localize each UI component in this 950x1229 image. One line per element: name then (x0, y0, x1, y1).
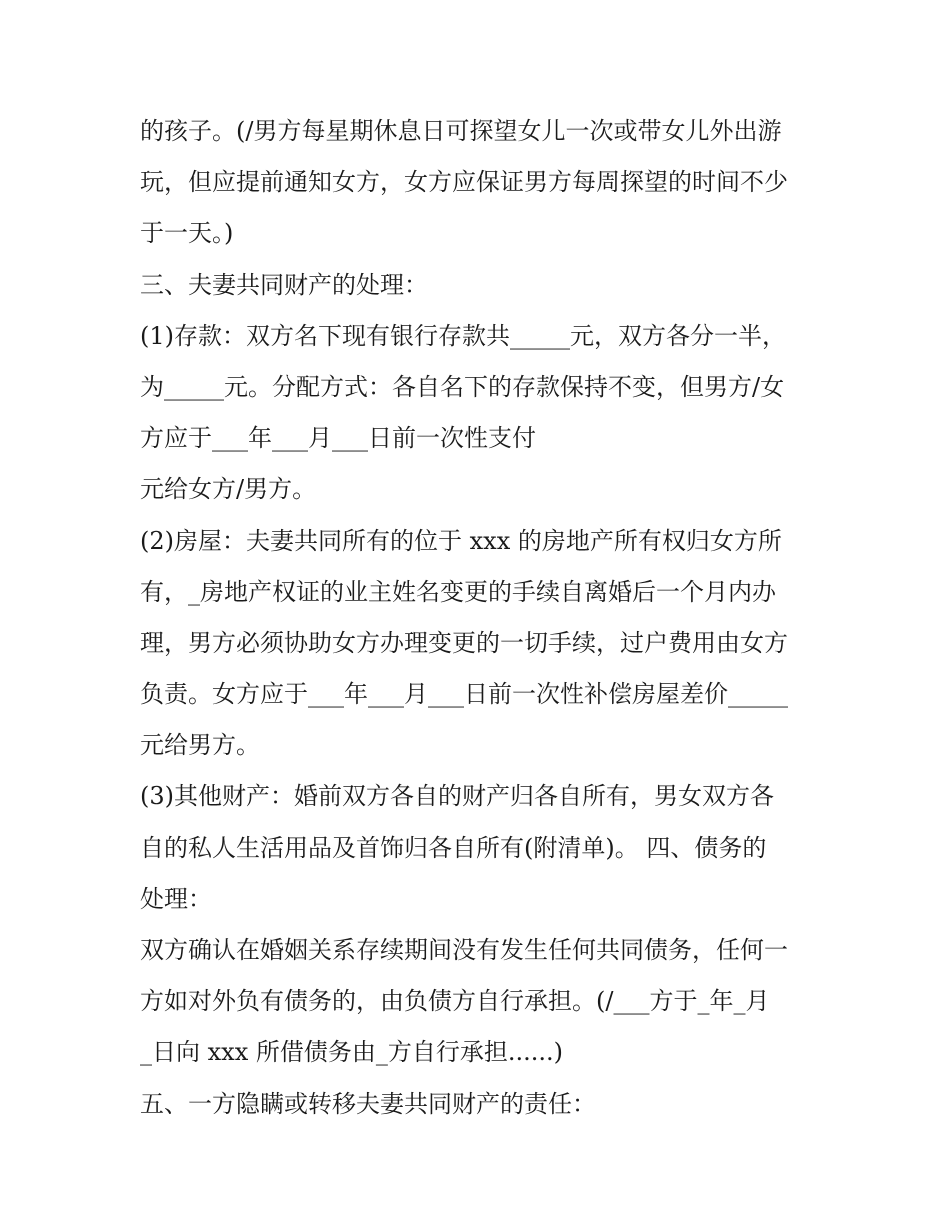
text-line: 方应于___年___月___日前一次性支付 (140, 424, 536, 453)
text-line: 元给女方/男方。 (140, 475, 317, 504)
text-line: 双方确认在婚姻关系存续期间没有发生任何共同债务，任何一 (140, 936, 788, 964)
text-line: 理，男方必须协助女方办理变更的一切手续，过户费用由女方 (140, 628, 788, 657)
text-line: 玩，但应提前通知女方，女方应保证男方每周探望的时间不少 (140, 168, 788, 197)
text-line: 于一天。) (140, 219, 234, 248)
text-line: 方如对外负有债务的，由负债方自行承担。(/___方于_年_月 (140, 987, 770, 1016)
text-line: (1)存款：双方名下现有银行存款共_____元，双方各分一半， (140, 321, 786, 350)
text-line: (3)其他财产：婚前双方各自的财产归各自所有，男女双方各 (140, 782, 774, 811)
section-heading-concealment: 五、一方隐瞒或转移夫妻共同财产的责任： (140, 1089, 596, 1118)
text-line: 的孩子。(/男方每星期休息日可探望女儿一次或带女儿外出游 (140, 117, 782, 145)
document-body (140, 106, 830, 1130)
text-line: 元给男方。 (140, 731, 260, 760)
text-line: 为_____元。分配方式：各自名下的存款保持不变，但男方/女 (140, 372, 785, 401)
text-line: (2)房屋：夫妻共同所有的位于 xxx 的房地产所有权归女方所 (140, 526, 782, 555)
text-line: _日向 xxx 所借债务由_方自行承担......) (140, 1038, 563, 1067)
text-line: 自的私人生活用品及首饰归各自所有(附清单)。 四、债务的 (140, 833, 767, 862)
section-heading-property: 三、夫妻共同财产的处理： (140, 270, 428, 299)
text-line: 有，_房地产权证的业主姓名变更的手续自离婚后一个月内办 (140, 577, 776, 606)
text-line: 处理： (140, 884, 212, 913)
text-line: 负责。女方应于___年___月___日前一次性补偿房屋差价_____ (140, 680, 788, 709)
